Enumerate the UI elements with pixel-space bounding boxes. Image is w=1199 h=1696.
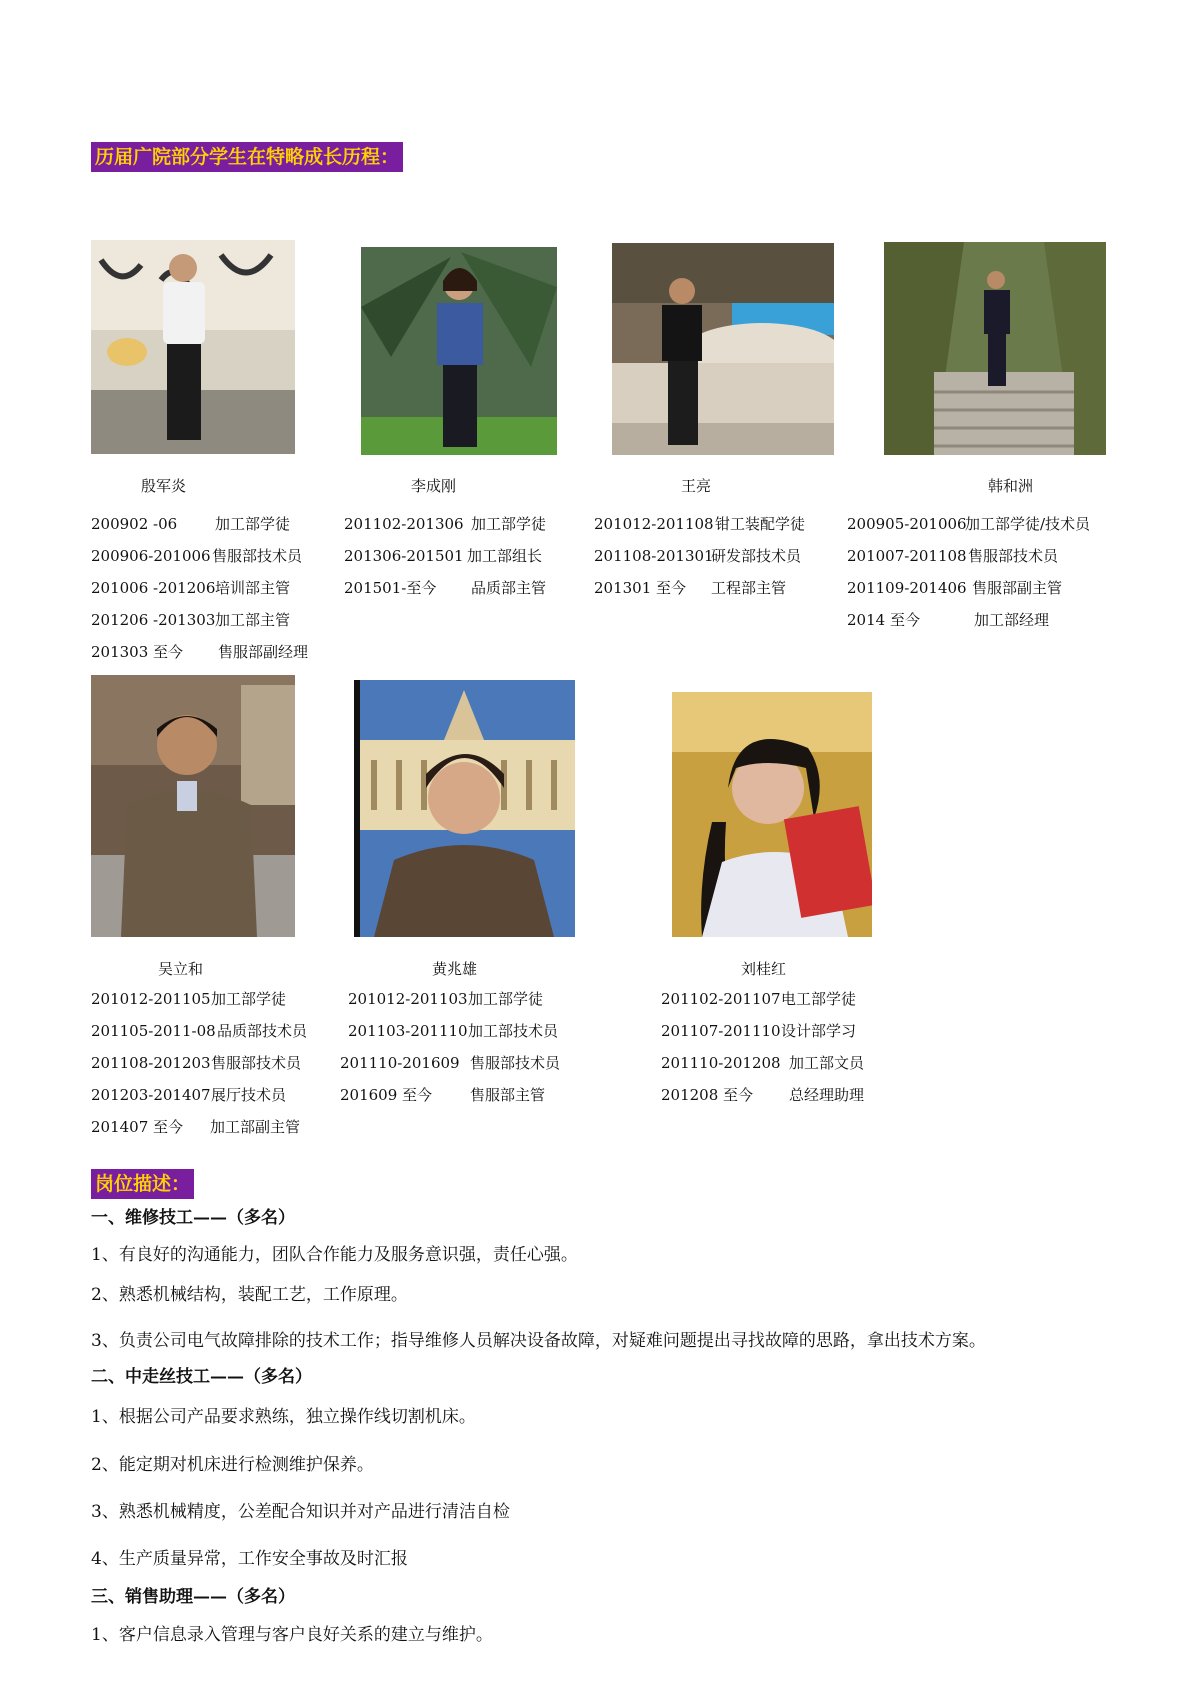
photo-li-chenggang [361, 247, 557, 455]
photo-huang-zhaoxiong [354, 680, 575, 937]
job-requirement: 3、负责公司电气故障排除的技术工作；指导维修人员解决设备故障，对疑难问题提出寻找故障的思路，拿出技术方案。 [91, 1331, 986, 1351]
history-row [91, 1111, 301, 1143]
career-history [340, 983, 561, 1111]
history-role: 展厅技术员 [211, 1086, 287, 1104]
person-name: 韩和洲 [988, 477, 1034, 495]
history-role: 加工部学徒 [471, 515, 547, 533]
career-history [91, 508, 309, 668]
history-range: 2014 至今 [847, 611, 920, 629]
history-range: 201102-201306 [344, 515, 464, 533]
history-range: 201007-201108 [847, 547, 967, 565]
photo-han-hezhou [884, 242, 1106, 455]
history-range: 201303 至今 [91, 643, 184, 661]
person-name: 殷军炎 [141, 477, 187, 495]
job-requirement: 1、有良好的沟通能力，团队合作能力及服务意识强，责任心强。 [91, 1245, 578, 1265]
history-row [340, 1015, 559, 1047]
history-row [340, 1079, 546, 1111]
history-range: 201012-201108 [594, 515, 714, 533]
history-row [594, 540, 802, 572]
history-row [91, 1047, 302, 1079]
history-role: 钳工装配学徒 [715, 515, 806, 533]
history-role: 售服部副主管 [972, 579, 1063, 597]
history-range: 201407 至今 [91, 1118, 184, 1136]
history-range: 201108-201203 [91, 1054, 211, 1072]
history-row [91, 983, 287, 1015]
person-name: 王亮 [681, 477, 712, 495]
history-row [847, 572, 1063, 604]
history-range: 201103-201110 [348, 1022, 468, 1040]
history-row [340, 983, 544, 1015]
history-range: 201110-201208 [661, 1054, 781, 1072]
history-role: 售服部副经理 [218, 643, 309, 661]
history-role: 售服部技术员 [211, 1054, 302, 1072]
job-title: 一、维修技工——（多名） [91, 1208, 295, 1228]
history-role: 品质部主管 [471, 579, 547, 597]
history-role: 加工部文员 [789, 1054, 865, 1072]
section-heading-jobs: 岗位描述： [91, 1169, 194, 1199]
history-role: 研发部技术员 [711, 547, 802, 565]
career-history [847, 508, 1091, 636]
photo-yin-junyan [91, 240, 295, 454]
history-role: 加工部经理 [974, 611, 1050, 629]
history-role: 加工部学徒 [211, 990, 287, 1008]
job-requirement: 3、熟悉机械精度，公差配合知识并对产品进行清洁自检 [91, 1502, 510, 1522]
job-requirement: 1、根据公司产品要求熟练，独立操作线切割机床。 [91, 1407, 476, 1427]
history-range: 200906-201006 [91, 547, 211, 565]
history-row [661, 1079, 865, 1111]
history-range: 200902 -06 [91, 515, 178, 533]
person-name: 吴立和 [158, 960, 204, 978]
history-row [847, 604, 1050, 636]
history-row [91, 636, 309, 668]
history-role: 加工部学徒/技术员 [965, 515, 1091, 533]
history-role: 设计部学习 [781, 1022, 857, 1040]
history-role: 培训部主管 [215, 579, 291, 597]
history-range: 201301 至今 [594, 579, 687, 597]
person-name: 李成刚 [411, 477, 457, 495]
history-role: 总经理助理 [789, 1086, 865, 1104]
history-role: 售服部主管 [470, 1086, 546, 1104]
history-range: 201109-201406 [847, 579, 967, 597]
history-range: 201203-201407 [91, 1086, 211, 1104]
history-range: 201208 至今 [661, 1086, 754, 1104]
history-row [91, 540, 303, 572]
photo-liu-guihong [672, 692, 872, 937]
history-range: 201306-201501 [344, 547, 464, 565]
career-history [594, 508, 806, 604]
job-title: 三、销售助理——（多名） [91, 1587, 295, 1607]
history-row [91, 508, 291, 540]
history-row [91, 1015, 308, 1047]
history-row [847, 540, 1059, 572]
history-role: 加工部副主管 [210, 1118, 301, 1136]
history-range: 201110-201609 [340, 1054, 460, 1072]
history-role: 售服部技术员 [470, 1054, 561, 1072]
history-role: 售服部技术员 [212, 547, 303, 565]
history-role: 加工部技术员 [468, 1022, 559, 1040]
career-history [661, 983, 865, 1111]
history-row [344, 572, 547, 604]
history-role: 加工部学徒 [215, 515, 291, 533]
job-requirement: 4、生产质量异常，工作安全事故及时汇报 [91, 1549, 408, 1569]
career-history [91, 983, 308, 1143]
job-requirement: 2、能定期对机床进行检测维护保养。 [91, 1455, 374, 1475]
history-row [91, 572, 291, 604]
history-row [344, 540, 543, 572]
history-role: 加工部主管 [215, 611, 291, 629]
history-row [344, 508, 547, 540]
person-name: 黄兆雄 [432, 960, 478, 978]
history-range: 201501-至今 [344, 579, 437, 597]
history-role: 加工部学徒 [468, 990, 544, 1008]
job-requirement: 1、客户信息录入管理与客户良好关系的建立与维护。 [91, 1625, 493, 1645]
history-range: 201102-201107 [661, 990, 781, 1008]
history-row [847, 508, 1091, 540]
history-row [661, 1015, 857, 1047]
history-range: 201107-201110 [661, 1022, 781, 1040]
career-history [344, 508, 547, 604]
history-row [594, 508, 806, 540]
job-requirement: 2、熟悉机械结构，装配工艺，工作原理。 [91, 1285, 408, 1305]
history-range: 201012-201103 [348, 990, 468, 1008]
history-role: 加工部组长 [467, 547, 543, 565]
history-row [91, 604, 291, 636]
photo-wang-liang [612, 243, 834, 455]
history-role: 品质部技术员 [217, 1022, 308, 1040]
history-row [594, 572, 787, 604]
history-role: 电工部学徒 [781, 990, 857, 1008]
history-range: 201012-201105 [91, 990, 211, 1008]
section-heading-growth: 历届广院部分学生在特略成长历程： [91, 142, 403, 172]
photo-wu-lihe [91, 675, 295, 937]
history-role: 售服部技术员 [968, 547, 1059, 565]
history-range: 201609 至今 [340, 1086, 433, 1104]
history-range: 201105-2011-08 [91, 1022, 216, 1040]
history-row [91, 1079, 287, 1111]
history-role: 工程部主管 [711, 579, 787, 597]
history-row [661, 983, 857, 1015]
history-range: 200905-201006 [847, 515, 967, 533]
history-range: 201108-201301 [594, 547, 714, 565]
history-range: 201206 -201303 [91, 611, 216, 629]
person-name: 刘桂红 [741, 960, 787, 978]
history-range: 201006 -201206 [91, 579, 216, 597]
history-row [340, 1047, 561, 1079]
history-row [661, 1047, 865, 1079]
job-title: 二、中走丝技工——（多名） [91, 1367, 312, 1387]
